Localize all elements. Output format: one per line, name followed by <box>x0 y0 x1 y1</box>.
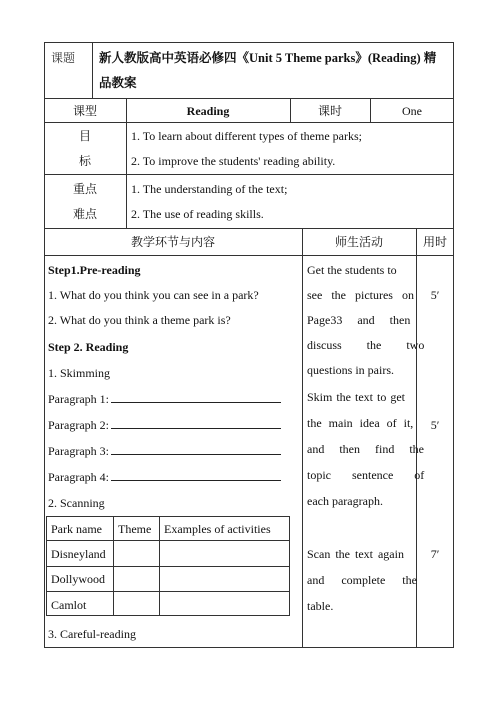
paragraph-line-1: Paragraph 1: <box>48 392 281 406</box>
lesson-title-line2: 品教案 <box>99 76 137 90</box>
activity-3-line-1: Scan the text again <box>307 547 404 561</box>
scan-header-theme: Theme <box>118 522 152 536</box>
paragraph-line-4: Paragraph 4: <box>48 470 281 484</box>
pre-reading-question-1: 1. What do you think you can see in a park? <box>48 288 259 302</box>
activity-2-line-4: topic sentence of <box>307 468 425 482</box>
scan-row-disneyland: Disneyland <box>51 547 106 561</box>
lesson-type-value: Reading <box>186 104 230 118</box>
time-value-1: 5′ <box>430 288 440 302</box>
activities-header: 师生活动 <box>334 235 383 249</box>
activity-1-line-2: see the pictures on <box>307 288 414 302</box>
activity-1-line-5: questions in pairs. <box>307 363 394 377</box>
activity-1-line-3: Page33 and then <box>307 313 411 327</box>
content-header: 教学环节与内容 <box>130 235 215 249</box>
scanning-label: 2. Scanning <box>48 496 105 510</box>
activity-1-line-1: Get the students to <box>307 263 397 277</box>
step1-title: Step1.Pre-reading <box>48 263 141 277</box>
key-points-label-2: 难点 <box>72 207 97 221</box>
activity-2-line-1: Skim the text to get <box>307 390 405 404</box>
scan-header-park-name: Park name <box>51 522 102 536</box>
aims-label-1: 目 <box>78 129 91 143</box>
pre-reading-question-2: 2. What do you think a theme park is? <box>48 313 231 327</box>
time-header: 用时 <box>422 235 447 249</box>
activity-2-line-2: the main idea of it, <box>307 416 414 430</box>
aim-item-2: 2. To improve the students' reading ability. <box>131 154 336 168</box>
time-value-2: 5′ <box>430 418 440 432</box>
topic-label: 课题 <box>51 51 76 65</box>
lesson-title-line1: 新人教版高中英语必修四《Unit 5 Theme parks》(Reading) 精 <box>99 51 437 65</box>
aim-item-1: 1. To learn about different types of theme parks; <box>131 129 362 143</box>
activity-2-line-3: and then find the <box>307 442 424 456</box>
step2-title: Step 2. Reading <box>48 340 129 354</box>
activity-3-line-3: table. <box>307 599 334 613</box>
paragraph-line-2: Paragraph 2: <box>48 418 281 432</box>
class-hours-value: One <box>402 104 422 118</box>
key-points-label-1: 重点 <box>72 182 97 196</box>
scan-header-activities: Examples of activities <box>164 522 271 536</box>
activity-1-line-4: discuss the two <box>307 338 425 352</box>
paragraph-line-3: Paragraph 3: <box>48 444 281 458</box>
activity-3-line-2: and complete the <box>307 573 417 587</box>
activity-2-line-5: each paragraph. <box>307 494 383 508</box>
skimming-label: 1. Skimming <box>48 366 111 380</box>
scan-row-camlot: Camlot <box>51 598 87 612</box>
key-point-item-2: 2. The use of reading skills. <box>131 207 264 221</box>
time-value-3: 7′ <box>430 547 440 561</box>
careful-reading-label: 3. Careful-reading <box>48 627 136 641</box>
key-point-item-1: 1. The understanding of the text; <box>131 182 288 196</box>
lesson-type-label: 课型 <box>72 104 97 118</box>
aims-label-2: 标 <box>78 154 91 168</box>
scan-row-dollywood: Dollywood <box>51 572 105 586</box>
class-hours-label: 课时 <box>317 104 342 118</box>
